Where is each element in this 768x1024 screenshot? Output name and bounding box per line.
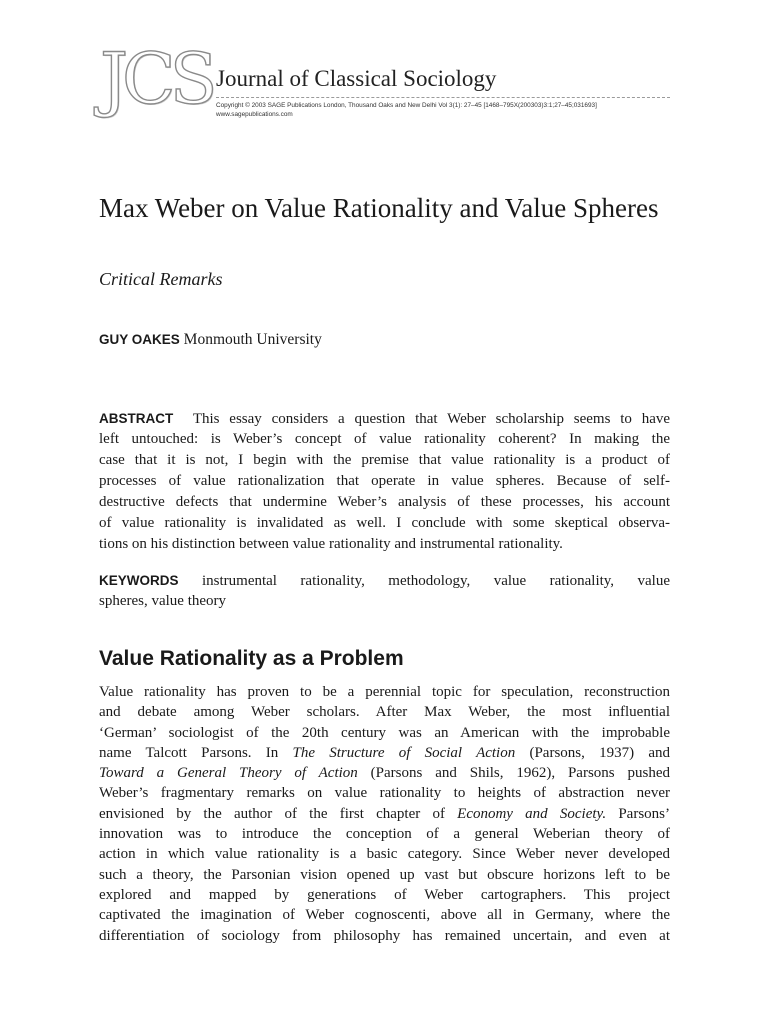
article-title: Max Weber on Value Rationality and Value Spheres <box>99 193 659 223</box>
body-line: innovation was to introduce the conception of a general Weberian theory of <box>99 826 670 843</box>
abstract-line: case that it is not, I begin with the premise that value rationality is a product of <box>99 452 670 468</box>
abstract-line <box>99 408 670 429</box>
body-text: name Talcott Parsons. In <box>99 744 293 761</box>
article-subtitle: Critical Remarks <box>99 269 223 289</box>
header-divider <box>216 97 670 98</box>
body-line: and debate among Weber scholars. After Max Weber, the most influential <box>99 704 670 721</box>
cited-title: Economy and Society. <box>457 805 607 822</box>
cited-title: The Structure of Social Action <box>292 744 516 761</box>
section-body <box>99 682 670 946</box>
abstract-line: tions on his distinction between value rationality and instrumental rationality. <box>99 536 563 552</box>
body-line: ‘German’ sociologist of the 20th century was an American with the improbable <box>99 724 670 741</box>
body-line: Value rationality has proven to be a perennial topic for speculation, reconstruction <box>99 684 670 700</box>
body-text: (Parsons and Shils, 1962), Parsons pushed <box>357 765 671 782</box>
keywords <box>99 570 670 612</box>
body-line: such a theory, the Parsonian vision opened up vast but obscure horizons left to be <box>99 866 670 883</box>
keywords-text: instrumental rationality, methodology, value rationality, value <box>201 573 670 589</box>
journal-title: Journal of Classical Sociology <box>216 66 497 91</box>
body-text: (Parsons, 1937) and <box>515 744 670 761</box>
abstract-text: This essay considers a question that Weber scholarship seems to have <box>192 411 671 427</box>
body-line <box>99 763 670 783</box>
keywords-line: spheres, value theory <box>99 593 227 609</box>
author-affiliation: Monmouth University <box>183 331 322 348</box>
body-text: envisioned by the author of the first chapter of <box>99 805 458 822</box>
body-line: action in which value rationality is a basic category. Since Weber never developed <box>99 846 670 863</box>
abstract-line: of value rationality is invalidated as well. I conclude with some skeptical observa- <box>99 515 670 531</box>
abstract-line: processes of value rationalization that operate in value spheres. Because of self- <box>99 473 670 489</box>
body-line: differentiation of sociology from philosophy has remained uncertain, and even at <box>99 927 670 944</box>
abstract-line: left untouched: is Weber’s concept of value rationality coherent? In making the <box>99 431 670 447</box>
abstract-line: destructive defects that undermine Weber’s analysis of these processes, his account <box>99 494 670 510</box>
body-line <box>99 804 670 824</box>
keywords-line <box>99 570 670 591</box>
body-line: captivated the imagination of Weber cognoscenti, above all in Germany, where the <box>99 907 670 924</box>
section-heading: Value Rationality as a Problem <box>99 647 404 670</box>
copyright-line: Copyright © 2003 SAGE Publications London, Thousand Oaks and New Delhi Vol 3(1): 27–45 [1468–795X(200303)3:1;27–45;031693] <box>216 102 597 109</box>
author-line <box>99 330 322 350</box>
abstract <box>99 408 670 555</box>
body-line <box>99 743 670 763</box>
journal-logo: JCS <box>100 38 212 120</box>
publisher-website-link[interactable]: www.sagepublications.com <box>216 111 293 118</box>
keywords-label: KEYWORDS <box>99 573 179 588</box>
body-line: Weber’s fragmentary remarks on value rationality to heights of abstraction never <box>99 785 670 802</box>
body-text: Parsons’ <box>606 805 671 822</box>
abstract-label: ABSTRACT <box>99 411 174 426</box>
author-name: GUY OAKES <box>99 332 180 347</box>
cited-title: Toward a General Theory of Action <box>99 765 358 782</box>
body-line: explored and mapped by generations of Weber cartographers. This project <box>99 886 670 903</box>
